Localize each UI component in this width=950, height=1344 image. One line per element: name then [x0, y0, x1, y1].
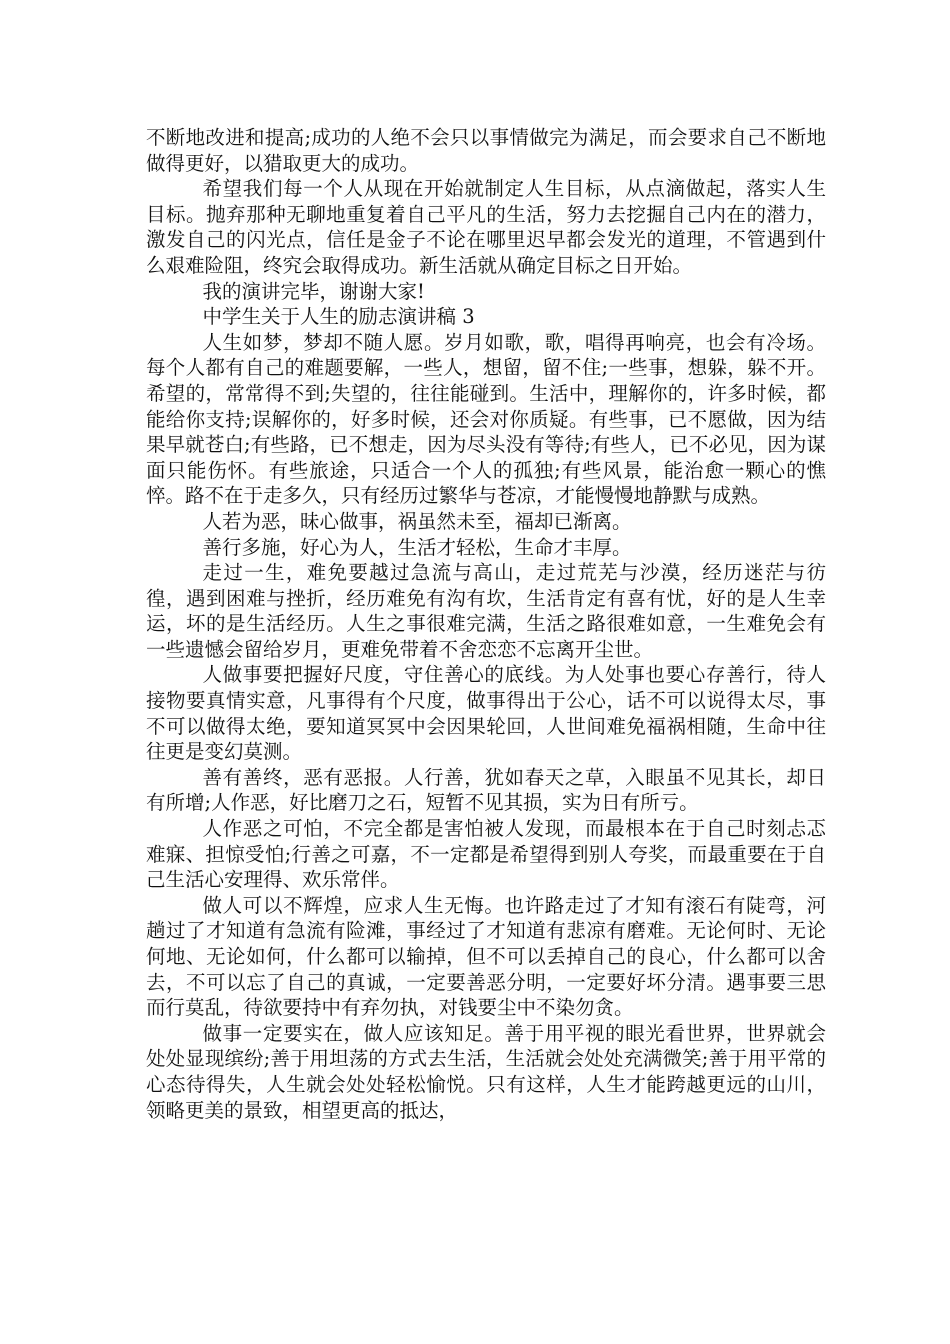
paragraph-1: 不断地改进和提高;成功的人绝不会只以事情做完为满足，而会要求自己不断地做得更好，以猎取更大的成功。: [146, 126, 826, 175]
paragraph-10: 善有善终，恶有恶报。人行善，犹如春天之草，入眼虽不见其长，却日有所增;人作恶，好比磨刀之石，短暂不见其损，实为日有所亏。: [146, 765, 826, 815]
document-body: [146, 125, 826, 1123]
paragraph-9: 人做事要把握好尺度，守住善心的底线。为人处事也要心存善行，待人接物要真情实意，凡事得有个尺度，做事得出于公心，话不可以说得太尽，事不可以做得太绝，要知道冥冥中会因果轮回，人世间难免福祸相随，生命中往往更是变幻莫测。: [146, 663, 826, 764]
paragraph-2: 希望我们每一个人从现在开始就制定人生目标，从点滴做起，落实人生目标。抛弃那种无聊地重复着自己平凡的生活，努力去挖掘自己内在的潜力，激发自己的闪光点，信任是金子不论在哪里迟早都会发光的道理，不管遇到什么艰难险阻，终究会取得成功。新生活就从确定目标之日开始。: [146, 177, 826, 277]
paragraph-3: 我的演讲完毕，谢谢大家!: [202, 279, 425, 303]
paragraph-11: 人作恶之可怕，不完全都是害怕被人发现，而最根本在于自己时刻忐忑难寐、担惊受怕;行善之可嘉，不一定都是希望得到别人夸奖，而最重要在于自己生活心安理得、欢乐常伴。: [146, 817, 826, 892]
paragraph-12: 做人可以不辉煌，应求人生无悔。也许路走过了才知有滚石有陡弯，河趟过了才知道有急流有险滩，事经过了才知道有悲凉有磨难。无论何时、无论何地、无论如何，什么都可以输掉，但不可以丢掉自己的良心，什么都可以舍去，不可以忘了自己的真诚，一定要善恶分明，一定要好坏分清。遇事要三思而行莫乱，待欲要持中有弃勿执，对钱要尘中不染勿贪。: [146, 893, 826, 1020]
paragraph-8: 走过一生，难免要越过急流与高山，走过荒芜与沙漠，经历迷茫与彷徨，遇到困难与挫折，经历难免有沟有坎，生活肯定有喜有忧，好的是人生幸运，坏的是生活经历。人生之事很难完满，生活之路很难如意，一生难免会有一些遗憾会留给岁月，更难免带着不舍恋恋不忘离开尘世。: [146, 561, 826, 661]
paragraph-6: 人若为恶，昧心做事，祸虽然未至，福却已渐离。: [202, 509, 632, 533]
paragraph-5: 人生如梦，梦却不随人愿。岁月如歌，歌，唱得再响亮，也会有冷场。每个人都有自己的难题要解，一些人，想留，留不住;一些事，想躲，躲不开。希望的，常常得不到;失望的，往往能碰到。生活中，理解你的，许多时候，都能给你支持;误解你的，好多时候，还会对你质疑。有些事，已不愿做，因为结果早就苍白;有些路，已不想走，因为尽头没有等待;有些人，已不必见，因为谋面只能伤怀。有些旅途，只适合一个人的孤独;有些风景，能治愈一颗心的憔悴。路不在于走多久，只有经历过繁华与苍凉，才能慢慢地静默与成熟。: [146, 330, 826, 508]
paragraph-13: 做事一定要实在，做人应该知足。善于用平视的眼光看世界，世界就会处处显现缤纷;善于用坦荡的方式去生活，生活就会处处充满微笑;善于用平常的心态待得失，人生就会处处轻松愉悦。只有这样，人生才能跨越更远的山川，领略更美的景致，相望更高的抵达，: [146, 1021, 826, 1122]
section-heading: 中学生关于人生的励志演讲稿 3: [202, 305, 475, 329]
paragraph-7: 善行多施，好心为人，生活才轻松，生命才丰厚。: [202, 535, 632, 559]
